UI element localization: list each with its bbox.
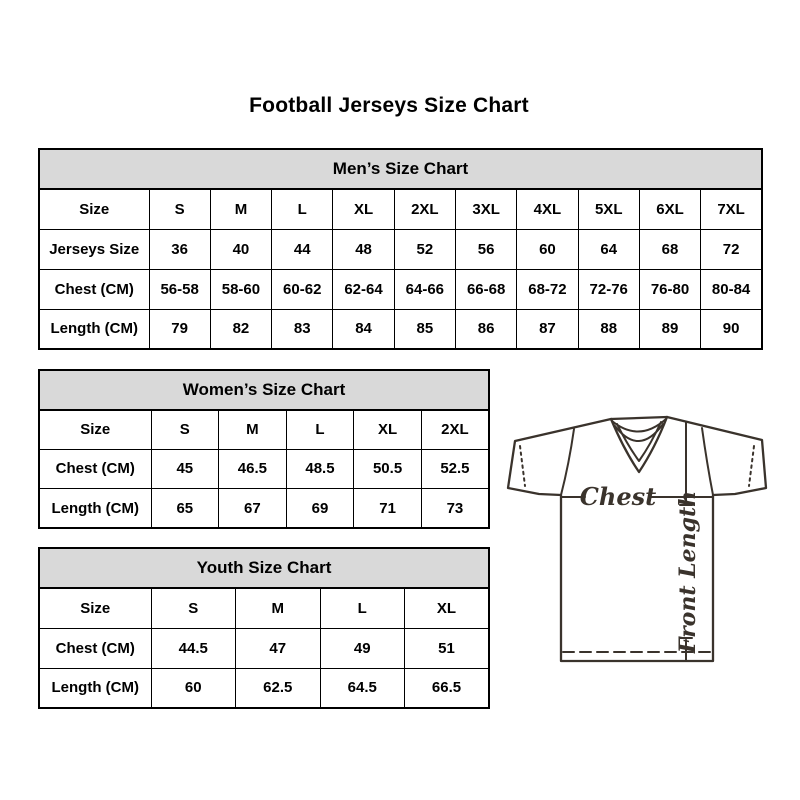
table-cell: 68	[639, 229, 700, 269]
youth-size-table	[38, 547, 490, 707]
table-cell: 46.5	[219, 449, 287, 489]
table-row	[39, 628, 489, 668]
table-cell: 52.5	[421, 449, 489, 489]
table-cell: 64.5	[320, 668, 405, 708]
table-cell: 79	[149, 309, 210, 349]
table-cell: 49	[320, 628, 405, 668]
table-cell: 88	[578, 309, 639, 349]
left-armhole-seam	[561, 429, 574, 495]
table-cell: 44.5	[151, 628, 236, 668]
table-row	[39, 489, 489, 529]
table-row	[39, 309, 762, 349]
table-cell: 80-84	[701, 269, 762, 309]
table-cell: 48.5	[286, 449, 354, 489]
column-header: S	[151, 588, 236, 628]
table-cell: 50.5	[354, 449, 422, 489]
row-label: Length (CM)	[39, 309, 149, 349]
table-title: Men’s Size Chart	[39, 149, 762, 189]
column-header: 2XL	[421, 410, 489, 450]
page-title: Football Jerseys Size Chart	[249, 94, 529, 117]
row-label: Chest (CM)	[39, 449, 151, 489]
jersey-measurement-diagram	[505, 402, 773, 668]
table-cell: 90	[701, 309, 762, 349]
table-cell: 86	[455, 309, 516, 349]
column-header: S	[149, 189, 210, 229]
table-cell: 58-60	[210, 269, 271, 309]
table-title-row	[39, 548, 489, 588]
table-cell: 73	[421, 489, 489, 529]
table-cell: 72	[701, 229, 762, 269]
column-header: L	[320, 588, 405, 628]
table-cell: 69	[286, 489, 354, 529]
table-cell: 36	[149, 229, 210, 269]
table-title-row	[39, 149, 762, 189]
table-row	[39, 668, 489, 708]
column-header: M	[219, 410, 287, 450]
column-header: Size	[39, 410, 151, 450]
right-armhole-seam	[702, 428, 713, 495]
table-cell: 56	[455, 229, 516, 269]
shirt-outline	[508, 417, 766, 661]
column-header: 4XL	[517, 189, 578, 229]
column-header-row	[39, 410, 489, 450]
column-header: 3XL	[455, 189, 516, 229]
table-cell: 64	[578, 229, 639, 269]
row-label: Jerseys Size	[39, 229, 149, 269]
column-header: S	[151, 410, 219, 450]
table-cell: 72-76	[578, 269, 639, 309]
column-header: XL	[354, 410, 422, 450]
table-cell: 60	[151, 668, 236, 708]
column-header: 5XL	[578, 189, 639, 229]
table-cell: 60	[517, 229, 578, 269]
table-cell: 84	[333, 309, 394, 349]
row-label: Chest (CM)	[39, 269, 149, 309]
table-cell: 40	[210, 229, 271, 269]
size-table-grid	[38, 369, 490, 529]
table-cell: 87	[517, 309, 578, 349]
column-header: M	[210, 189, 271, 229]
left-cuff-stitch-line	[520, 446, 525, 486]
table-cell: 66-68	[455, 269, 516, 309]
table-cell: 56-58	[149, 269, 210, 309]
table-cell: 65	[151, 489, 219, 529]
table-cell: 85	[394, 309, 455, 349]
table-row	[39, 229, 762, 269]
table-cell: 62.5	[236, 668, 321, 708]
column-header: XL	[405, 588, 490, 628]
table-cell: 89	[639, 309, 700, 349]
column-header: 6XL	[639, 189, 700, 229]
column-header: 2XL	[394, 189, 455, 229]
row-label: Length (CM)	[39, 489, 151, 529]
column-header: Size	[39, 189, 149, 229]
mens-size-table	[38, 148, 763, 348]
right-cuff-stitch-line	[749, 446, 754, 486]
table-title: Women’s Size Chart	[39, 370, 489, 410]
table-cell: 48	[333, 229, 394, 269]
table-cell: 52	[394, 229, 455, 269]
size-table-grid	[38, 148, 763, 350]
front-length-label: Front Length	[675, 490, 701, 654]
table-cell: 47	[236, 628, 321, 668]
column-header: XL	[333, 189, 394, 229]
table-cell: 83	[272, 309, 333, 349]
table-cell: 66.5	[405, 668, 490, 708]
row-label: Chest (CM)	[39, 628, 151, 668]
column-header: Size	[39, 588, 151, 628]
column-header: M	[236, 588, 321, 628]
column-header-row	[39, 189, 762, 229]
row-label: Length (CM)	[39, 668, 151, 708]
table-cell: 71	[354, 489, 422, 529]
column-header: L	[286, 410, 354, 450]
column-header: L	[272, 189, 333, 229]
table-row	[39, 449, 489, 489]
table-cell: 62-64	[333, 269, 394, 309]
table-title: Youth Size Chart	[39, 548, 489, 588]
table-cell: 60-62	[272, 269, 333, 309]
column-header: 7XL	[701, 189, 762, 229]
chest-label: Chest	[579, 482, 657, 511]
table-cell: 82	[210, 309, 271, 349]
table-title-row	[39, 370, 489, 410]
table-row	[39, 269, 762, 309]
column-header-row	[39, 588, 489, 628]
table-cell: 51	[405, 628, 490, 668]
table-cell: 76-80	[639, 269, 700, 309]
table-cell: 45	[151, 449, 219, 489]
table-cell: 68-72	[517, 269, 578, 309]
table-cell: 67	[219, 489, 287, 529]
table-cell: 44	[272, 229, 333, 269]
womens-size-table	[38, 369, 490, 527]
jersey-illustration	[505, 402, 773, 668]
size-table-grid	[38, 547, 490, 709]
table-cell: 64-66	[394, 269, 455, 309]
